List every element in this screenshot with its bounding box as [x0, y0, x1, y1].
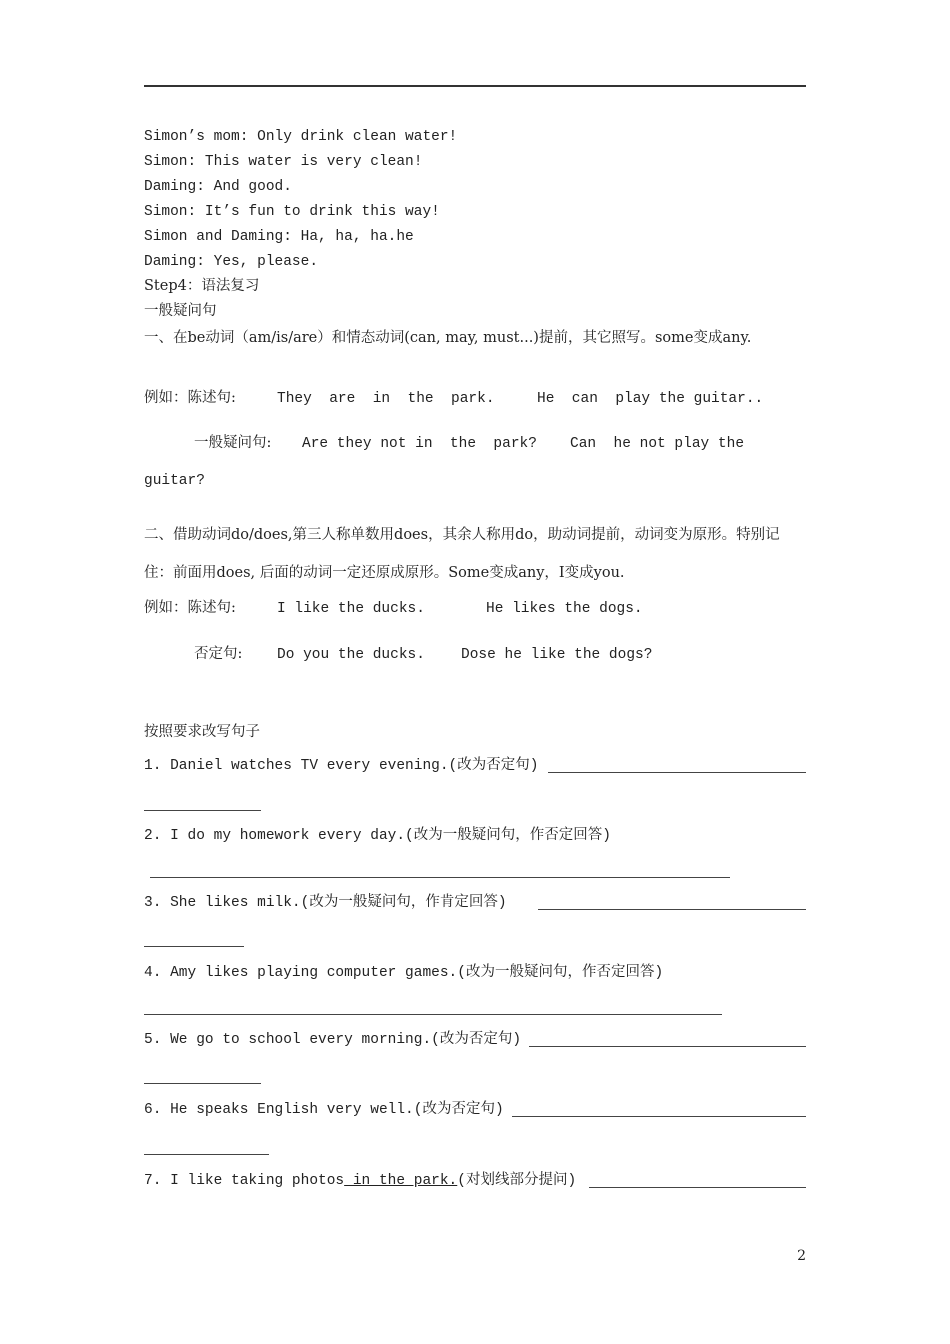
step4-heading: Step4：语法复习 [144, 278, 260, 294]
dialogue-line-3: Daming: And good. [144, 179, 292, 195]
answer-blank-2 [150, 877, 730, 878]
answer-blank-6b [144, 1154, 269, 1155]
exercise-title: 按照要求改写句子 [144, 724, 260, 740]
answer-blank-4 [144, 1014, 722, 1015]
question-4: 4. Amy likes playing computer games.(改为一般疑问句，作否定回答) [144, 965, 664, 981]
question-7 [144, 1172, 576, 1190]
example4-sentence-b: Dose he like the dogs? [461, 647, 653, 663]
question-5: 5. We go to school every morning.(改为否定句) [144, 1032, 522, 1048]
general-question-title: 一般疑问句 [144, 303, 217, 319]
example1-sentence-b: He can play the guitar.. [537, 391, 764, 407]
example3-sentence-b: He likes the dogs. [486, 601, 643, 617]
example4-sentence-a: Do you the ducks. [277, 647, 425, 663]
question-1: 1. Daniel watches TV every evening.(改为否定句) [144, 758, 539, 774]
question-2: 2. I do my homework every day.(改为一般疑问句，作否定回答) [144, 828, 611, 844]
example4-label: 否定句: [194, 646, 243, 662]
rule-two: 二、借助动词do/does,第三人称单数用does，其余人称用do，助动词提前，动词变为原形。特别记住：前面用does, 后面的动词一定还原成原形。Some变成any，I变成you. [144, 527, 780, 581]
header-rule [144, 85, 806, 87]
example1-label: 例如：陈述句: [144, 390, 236, 406]
answer-blank-1b [144, 810, 261, 811]
answer-blank-5b [144, 1083, 261, 1084]
answer-blank-3a [538, 909, 806, 910]
example1-sentence-a: They are in the park. [277, 391, 495, 407]
question-3: 3. She likes milk.(改为一般疑问句，作肯定回答) [144, 895, 507, 911]
example2-sentence-b: Can he not play the [570, 436, 745, 452]
dialogue-line-6: Daming: Yes, please. [144, 254, 319, 270]
dialogue-line-4: Simon: It’s fun to drink this way! [144, 204, 440, 220]
example2-sentence-c: guitar? [144, 473, 205, 489]
example2-sentence-a: Are they not in the park? [302, 436, 537, 452]
question-6: 6. He speaks English very well.(改为否定句) [144, 1102, 504, 1118]
question-7-instruction: (对划线部分提问) [457, 1173, 577, 1189]
example2-label: 一般疑问句: [194, 435, 272, 451]
dialogue-line-1: Simon’s mom: Only drink clean water! [144, 129, 458, 145]
answer-blank-5a [529, 1046, 806, 1047]
rule-one: 一、在be动词（am/is/are）和情态动词(can, may, must...)提前，其它照写。some变成any. [144, 330, 752, 346]
answer-blank-7 [589, 1187, 806, 1188]
question-7-underlined: in the park. [344, 1173, 458, 1189]
example3-label: 例如：陈述句: [144, 600, 236, 616]
answer-blank-6a [512, 1116, 806, 1117]
example3-sentence-a: I like the ducks. [277, 601, 425, 617]
answer-blank-3b [144, 946, 244, 947]
dialogue-line-5: Simon and Daming: Ha, ha, ha.he [144, 229, 414, 245]
answer-blank-1a [548, 772, 806, 773]
question-7-text: 7. I like taking photos [144, 1173, 345, 1189]
dialogue-line-2: Simon: This water is very clean! [144, 154, 423, 170]
page-number: 2 [797, 1248, 806, 1264]
